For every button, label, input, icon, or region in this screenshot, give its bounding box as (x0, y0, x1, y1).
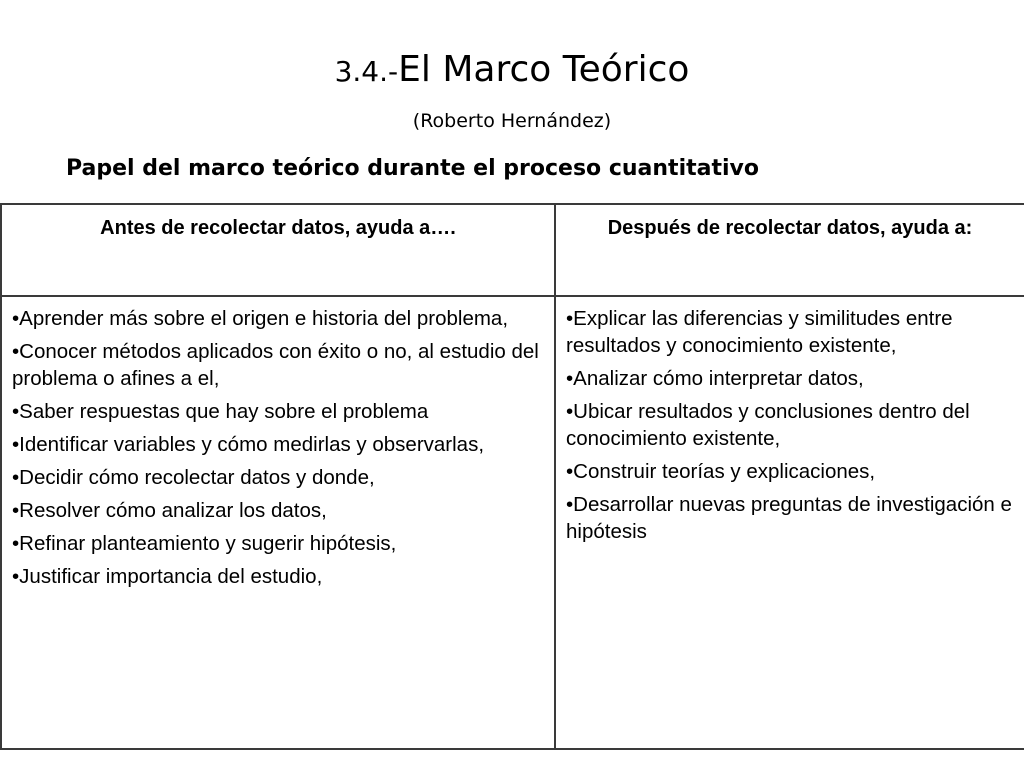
list-item: •Identificar variables y cómo medirlas y observarlas, (12, 433, 485, 456)
title-main: El Marco Teórico (398, 49, 690, 90)
theory-role-table (0, 203, 1024, 750)
list-item: •Analizar cómo interpretar datos, (566, 367, 864, 390)
table-header-row (1, 204, 1024, 296)
section-heading: Papel del marco teórico durante el proceso cuantitativo (66, 156, 759, 181)
table-row (1, 296, 1024, 749)
list-item: •Resolver cómo analizar los datos, (12, 499, 327, 522)
list-item: •Saber respuestas que hay sobre el problema (12, 400, 429, 423)
list-item: •Ubicar resultados y conclusiones dentro del conocimiento existente, (566, 400, 970, 450)
before-list (2, 297, 554, 590)
list-item: •Conocer métodos aplicados con éxito o no, al estudio del problema o afines a el, (12, 340, 539, 390)
slide-subtitle: (Roberto Hernández) (412, 110, 612, 132)
cell-before (1, 296, 555, 749)
list-item: •Refinar planteamiento y sugerir hipótesis, (12, 532, 397, 555)
header-before: Antes de recolectar datos, ayuda a…. (1, 204, 555, 296)
list-item: •Desarrollar nuevas preguntas de investigación e hipótesis (566, 493, 1012, 543)
after-list (556, 297, 1024, 545)
list-item: •Decidir cómo recolectar datos y donde, (12, 466, 375, 489)
title-number: 3.4.- (334, 55, 399, 88)
list-item: •Aprender más sobre el origen e historia del problema, (12, 307, 509, 330)
list-item: •Construir teorías y explicaciones, (566, 460, 876, 483)
list-item: •Justificar importancia del estudio, (12, 565, 323, 588)
header-after: Después de recolectar datos, ayuda a: (555, 204, 1024, 296)
list-item: •Explicar las diferencias y similitudes entre resultados y conocimiento existente, (566, 307, 953, 357)
cell-after (555, 296, 1024, 749)
slide-title (0, 49, 1024, 90)
